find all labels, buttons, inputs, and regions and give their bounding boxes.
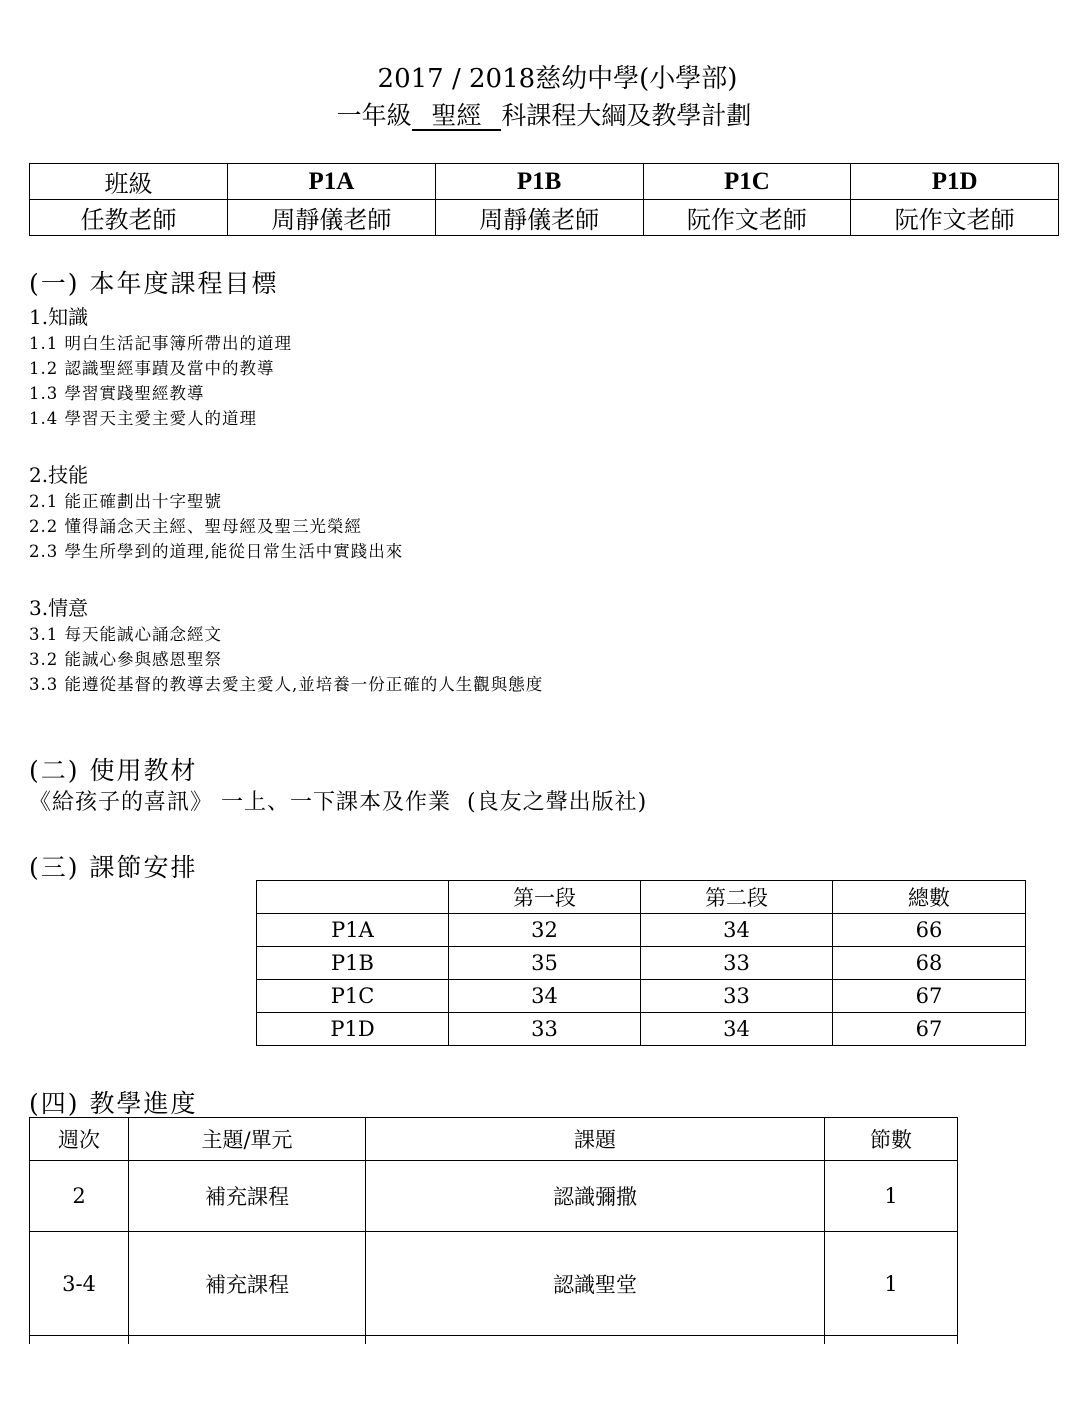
group-title-skills: 2.技能: [29, 463, 89, 487]
plan-title: [0, 96, 1088, 132]
table-cell: 33: [641, 947, 833, 980]
teacher-table: [29, 163, 1059, 236]
teacher-row: [30, 200, 1059, 236]
objective-item: 1.1 明白生活記事簿所帶出的道理: [29, 334, 292, 353]
class-label: 班級: [30, 164, 228, 200]
progress-col-header: 節數: [825, 1118, 958, 1161]
progress-table: [29, 1117, 958, 1344]
lessons-heading: (三) 課節安排: [29, 853, 198, 882]
table-row: [257, 914, 1026, 947]
lessons-header-row: [257, 881, 1026, 914]
group-title-affective: 3.情意: [29, 596, 89, 620]
lessons-col-header: [257, 881, 449, 914]
table-cell: 35: [449, 947, 641, 980]
table-row: [30, 1161, 958, 1232]
objective-item: 1.2 認識聖經事蹟及當中的教導: [29, 359, 275, 378]
objective-item: 1.3 學習實踐聖經教導: [29, 384, 205, 403]
table-row: [257, 1013, 1026, 1046]
objective-item: 2.3 學生所學到的道理,能從日常生活中實踐出來: [29, 542, 404, 561]
subject-label: [412, 103, 502, 131]
objective-item: 3.3 能遵從基督的教導去愛主愛人,並培養一份正確的人生觀與態度: [29, 675, 544, 694]
table-cell: [366, 1336, 825, 1345]
progress-col-header: 課題: [366, 1118, 825, 1161]
grade-label: 一年級: [336, 101, 412, 130]
teacher-name: 阮作文老師: [643, 200, 851, 236]
class-row: [30, 164, 1059, 200]
table-cell: P1A: [257, 914, 449, 947]
objective-item: 3.2 能誠心參與感恩聖祭: [29, 650, 222, 669]
school-title: 2017 / 2018慈幼中學(小學部): [377, 64, 738, 94]
lessons-col-header: 第一段: [449, 881, 641, 914]
teacher-label: 任教老師: [30, 200, 228, 236]
lessons-table: [256, 880, 1026, 1046]
table-cell: [825, 1336, 958, 1345]
table-cell: P1B: [257, 947, 449, 980]
progress-col-header: 主題/單元: [129, 1118, 366, 1161]
objective-item: 2.1 能正確劃出十字聖號: [29, 492, 222, 511]
table-cell: 66: [833, 914, 1026, 947]
teacher-name: 周靜儀老師: [228, 200, 436, 236]
table-cell: 34: [449, 980, 641, 1013]
table-row: [30, 1232, 958, 1336]
table-cell: 67: [833, 980, 1026, 1013]
teacher-name: 周靜儀老師: [435, 200, 643, 236]
table-cell: 67: [833, 1013, 1026, 1046]
subject-text: 聖經: [431, 101, 482, 130]
objective-item: 1.4 學習天主愛主愛人的道理: [29, 409, 257, 428]
materials-text: 《給孩子的喜訊》 一上、一下課本及作業 (良友之聲出版社): [29, 790, 648, 815]
group-title-knowledge: 1.知識: [29, 305, 89, 329]
class-name: P1C: [643, 164, 851, 200]
objective-item: 3.1 每天能誠心誦念經文: [29, 625, 222, 644]
table-cell: [129, 1336, 366, 1345]
lessons-col-header: 第二段: [641, 881, 833, 914]
teacher-name: 阮作文老師: [851, 200, 1059, 236]
table-cell: 補充課程: [129, 1161, 366, 1232]
table-cell: [30, 1336, 129, 1345]
class-name: P1B: [435, 164, 643, 200]
table-cell: P1C: [257, 980, 449, 1013]
table-cell: 33: [449, 1013, 641, 1046]
table-cell: 3-4: [30, 1232, 129, 1336]
objectives-heading: (一) 本年度課程目標: [29, 269, 279, 298]
table-cell: P1D: [257, 1013, 449, 1046]
table-cell: 補充課程: [129, 1232, 366, 1336]
table-cell: 1: [825, 1161, 958, 1232]
table-cell: 68: [833, 947, 1026, 980]
progress-header-row: [30, 1118, 958, 1161]
table-cell: 2: [30, 1161, 129, 1232]
table-cell: 認識聖堂: [366, 1232, 825, 1336]
lessons-col-header: 總數: [833, 881, 1026, 914]
progress-heading: (四) 教學進度: [29, 1089, 198, 1118]
table-cell: 1: [825, 1232, 958, 1336]
table-cell: 33: [641, 980, 833, 1013]
progress-col-header: 週次: [30, 1118, 129, 1161]
plan-suffix: 科課程大綱及教學計劃: [501, 101, 752, 130]
table-cell: 34: [641, 914, 833, 947]
table-row: [257, 947, 1026, 980]
class-name: P1A: [228, 164, 436, 200]
table-row: [257, 980, 1026, 1013]
table-cell: 32: [449, 914, 641, 947]
class-name: P1D: [851, 164, 1059, 200]
table-cell: 認識彌撒: [366, 1161, 825, 1232]
table-row-continued: [30, 1336, 958, 1345]
table-cell: 34: [641, 1013, 833, 1046]
objective-item: 2.2 懂得誦念天主經、聖母經及聖三光榮經: [29, 517, 362, 536]
materials-heading: (二) 使用教材: [29, 756, 198, 785]
